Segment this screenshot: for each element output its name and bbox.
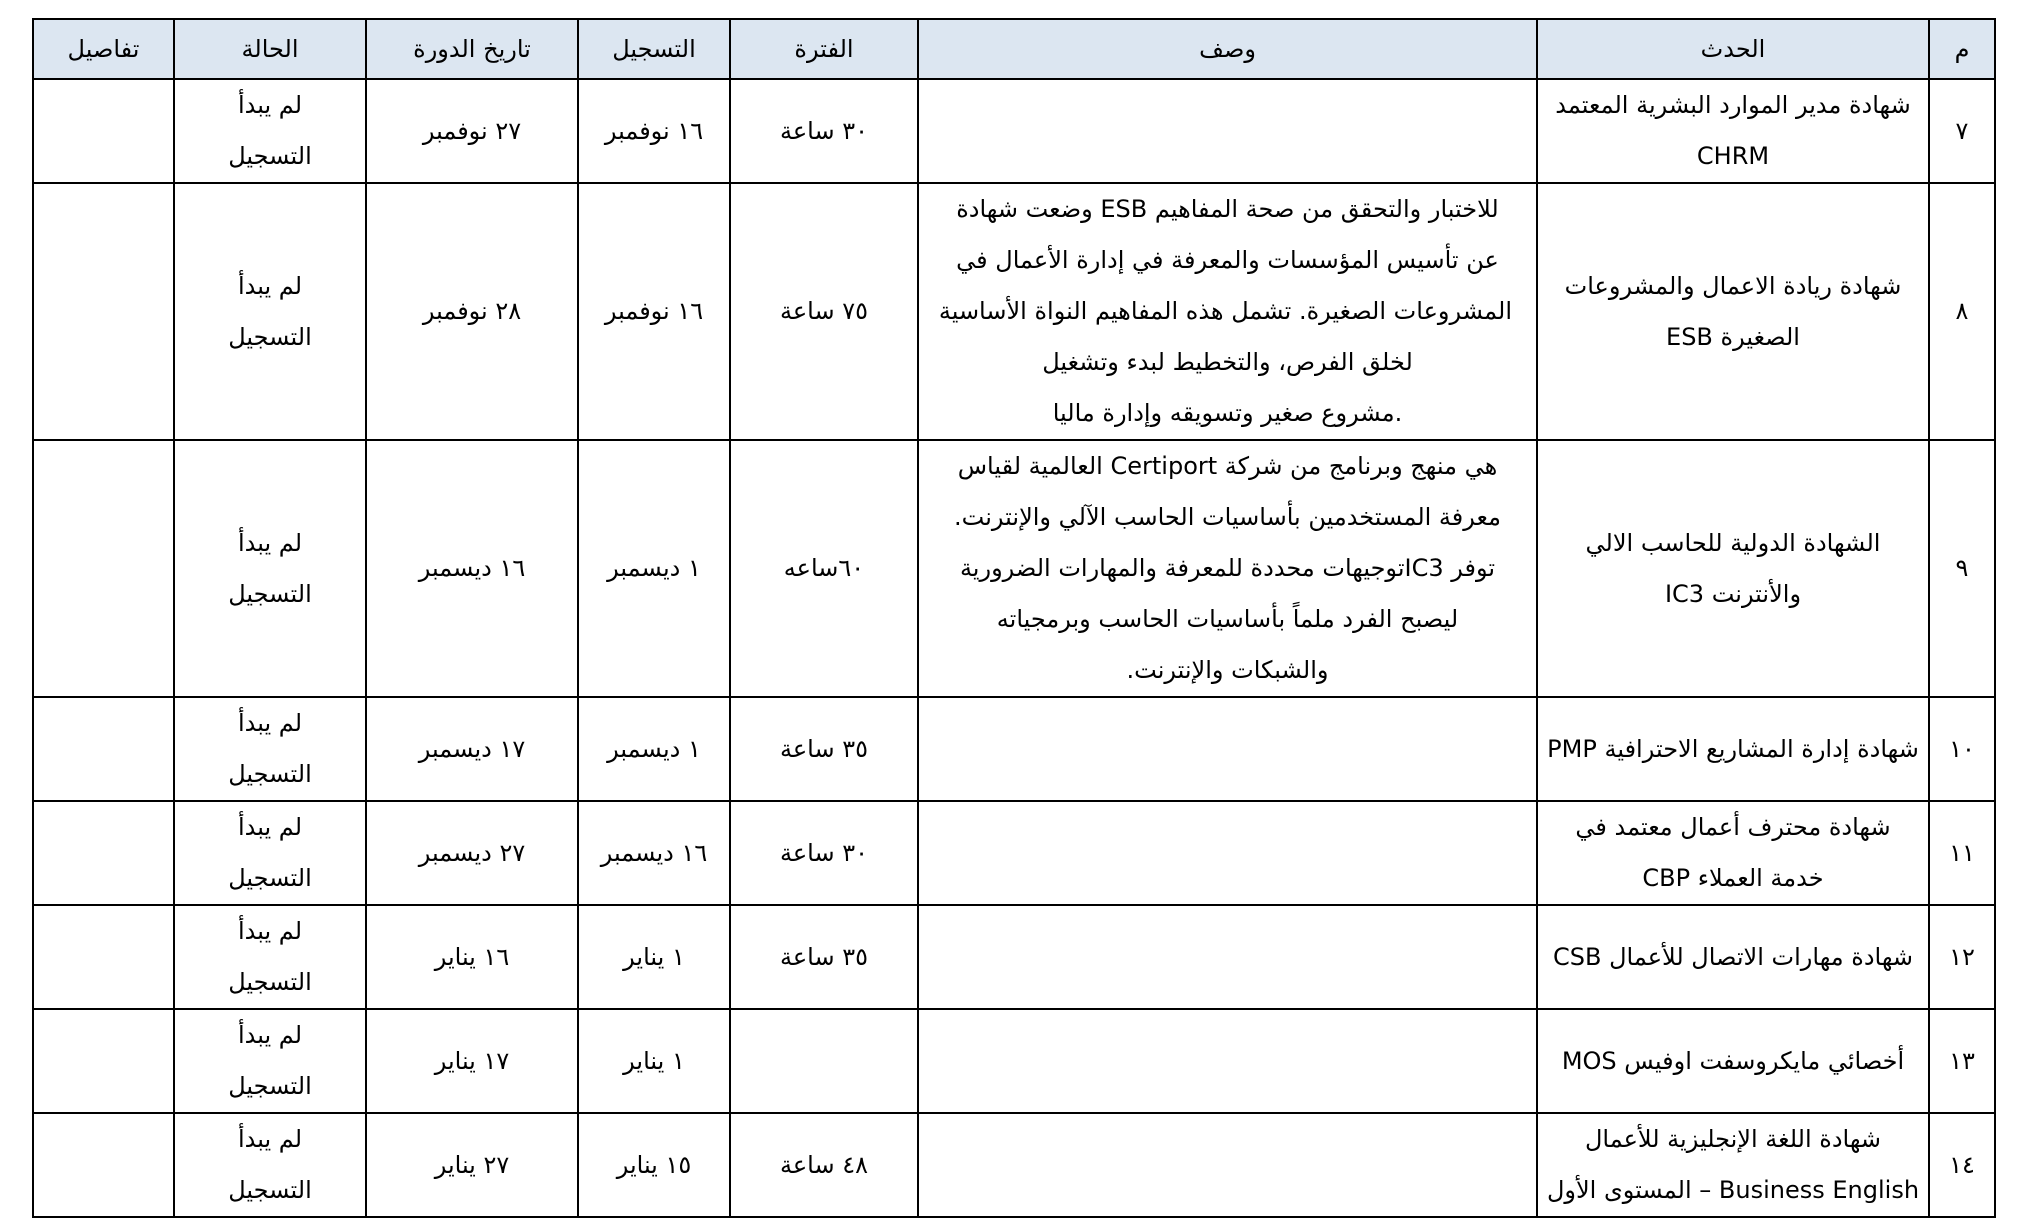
status-line: التسجيل <box>228 968 312 996</box>
description-cell <box>918 801 1537 905</box>
event-cell <box>1537 697 1929 801</box>
table-row <box>33 79 1995 183</box>
description-line: لخلق الفرص، والتخطيط لبدء وتشغيل <box>1042 348 1413 376</box>
registration-cell: ١٥ يناير <box>578 1113 730 1217</box>
status-line: التسجيل <box>228 1072 312 1100</box>
description-cell <box>918 1113 1537 1217</box>
event-line: Business English – المستوى الأول <box>1546 1176 1920 1204</box>
details-cell <box>33 1009 174 1113</box>
description-line: والشبكات والإنترنت. <box>1126 656 1329 684</box>
status-line: لم يبدأ <box>237 917 303 945</box>
event-line: أخصائي مايكروسفت اوفيس MOS <box>1561 1046 1905 1075</box>
period-cell: ٤٨ ساعة <box>730 1113 918 1217</box>
row-number: ١١ <box>1929 801 1995 905</box>
course-date-cell: ١٦ ديسمبر <box>366 440 578 697</box>
registration-cell: ١ يناير <box>578 905 730 1009</box>
period-cell: ٣٠ ساعة <box>730 79 918 183</box>
table-header-row <box>33 19 1995 79</box>
status-line: لم يبدأ <box>237 271 303 300</box>
table-row <box>33 1009 1995 1113</box>
status-line: التسجيل <box>228 1176 312 1204</box>
event-line: الشهادة الدولية للحاسب الالي <box>1585 528 1881 557</box>
description-line: عن تأسيس المؤسسات والمعرفة في إدارة الأعمال في <box>956 246 1499 274</box>
details-cell <box>33 801 174 905</box>
details-cell <box>33 79 174 183</box>
course-schedule-table <box>32 18 1996 1218</box>
course-date-cell: ١٧ ديسمبر <box>366 697 578 801</box>
status-cell <box>174 440 366 697</box>
status-cell <box>174 79 366 183</box>
status-cell <box>174 1009 366 1113</box>
description-line: .مشروع صغير وتسويقه وإدارة ماليا <box>1052 399 1403 427</box>
row-number: ٨ <box>1929 183 1995 440</box>
registration-cell: ١٦ نوفمبر <box>578 183 730 440</box>
course-date-cell: ١٦ يناير <box>366 905 578 1009</box>
status-line: لم يبدأ <box>237 813 303 841</box>
header-period: الفترة <box>730 19 918 79</box>
period-cell: ٦٠ساعه <box>730 440 918 697</box>
table-row <box>33 697 1995 801</box>
event-cell <box>1537 1009 1929 1113</box>
event-cell <box>1537 79 1929 183</box>
event-line: شهادة ريادة الاعمال والمشروعات <box>1564 271 1902 300</box>
course-date-cell: ٢٧ نوفمبر <box>366 79 578 183</box>
description-cell <box>918 183 1537 440</box>
status-line: التسجيل <box>228 579 312 608</box>
status-line: لم يبدأ <box>237 1125 303 1153</box>
period-cell: ٣٥ ساعة <box>730 905 918 1009</box>
event-line: شهادة إدارة المشاريع الاحترافية PMP <box>1547 734 1919 763</box>
event-cell <box>1537 440 1929 697</box>
status-line: التسجيل <box>228 760 312 788</box>
registration-cell: ١٦ نوفمبر <box>578 79 730 183</box>
table-row <box>33 440 1995 697</box>
row-number: ١٢ <box>1929 905 1995 1009</box>
registration-cell: ١ يناير <box>578 1009 730 1113</box>
details-cell <box>33 183 174 440</box>
description-cell <box>918 697 1537 801</box>
event-cell <box>1537 801 1929 905</box>
description-line: توفر IC3توجيهات محددة للمعرفة والمهارات الضرورية <box>959 554 1496 582</box>
status-cell <box>174 801 366 905</box>
period-cell <box>730 1009 918 1113</box>
event-line: والأنترنت IC3 <box>1664 579 1802 608</box>
description-cell <box>918 440 1537 697</box>
status-cell <box>174 697 366 801</box>
description-line: هي منهج وبرنامج من شركة Certiport العالمية لقياس <box>957 452 1498 480</box>
details-cell <box>33 440 174 697</box>
table-row <box>33 801 1995 905</box>
period-cell: ٣٥ ساعة <box>730 697 918 801</box>
status-cell <box>174 905 366 1009</box>
event-line: شهادة اللغة الإنجليزية للأعمال <box>1584 1125 1882 1153</box>
course-date-cell: ٢٧ ديسمبر <box>366 801 578 905</box>
header-course-date: تاريخ الدورة <box>366 19 578 79</box>
header-desc: وصف <box>918 19 1537 79</box>
header-event: الحدث <box>1537 19 1929 79</box>
status-line: لم يبدأ <box>237 1021 303 1049</box>
header-status: الحالة <box>174 19 366 79</box>
event-line: خدمة العملاء CBP <box>1642 864 1824 892</box>
table-row <box>33 183 1995 440</box>
event-line: شهادة مهارات الاتصال للأعمال CSB <box>1553 942 1913 971</box>
event-cell <box>1537 905 1929 1009</box>
period-cell: ٣٠ ساعة <box>730 801 918 905</box>
description-cell <box>918 1009 1537 1113</box>
status-line: التسجيل <box>228 142 312 170</box>
status-line: لم يبدأ <box>237 91 303 119</box>
header-num: م <box>1929 19 1995 79</box>
event-line: شهادة محترف أعمال معتمد في <box>1575 813 1891 841</box>
event-cell <box>1537 183 1929 440</box>
table-body <box>33 79 1995 1217</box>
status-cell <box>174 1113 366 1217</box>
description-line: معرفة المستخدمين بأساسيات الحاسب الآلي والإنترنت. <box>954 503 1501 531</box>
description-line: للاختبار والتحقق من صحة المفاهيم ESB وضعت شهادة <box>956 195 1499 223</box>
row-number: ٧ <box>1929 79 1995 183</box>
description-line: المشروعات الصغيرة. تشمل هذه المفاهيم النواة الأساسية <box>938 297 1512 325</box>
description-cell <box>918 79 1537 183</box>
table-row <box>33 905 1995 1009</box>
header-registration: التسجيل <box>578 19 730 79</box>
table-row <box>33 1113 1995 1217</box>
details-cell <box>33 905 174 1009</box>
status-line: التسجيل <box>228 864 312 892</box>
status-cell <box>174 183 366 440</box>
details-cell <box>33 1113 174 1217</box>
row-number: ١٤ <box>1929 1113 1995 1217</box>
status-line: لم يبدأ <box>237 709 303 737</box>
event-cell <box>1537 1113 1929 1217</box>
description-cell <box>918 905 1537 1009</box>
registration-cell: ١ ديسمبر <box>578 697 730 801</box>
event-line: الصغيرة ESB <box>1666 322 1800 351</box>
course-date-cell: ٢٨ نوفمبر <box>366 183 578 440</box>
status-line: التسجيل <box>228 322 312 351</box>
description-line: ليصبح الفرد ملماً بأساسيات الحاسب وبرمجياته <box>996 605 1459 633</box>
course-date-cell: ١٧ يناير <box>366 1009 578 1113</box>
period-cell: ٧٥ ساعة <box>730 183 918 440</box>
course-date-cell: ٢٧ يناير <box>366 1113 578 1217</box>
event-line: CHRM <box>1696 142 1770 170</box>
event-line: شهادة مدير الموارد البشرية المعتمد <box>1555 91 1911 119</box>
registration-cell: ١ ديسمبر <box>578 440 730 697</box>
row-number: ٩ <box>1929 440 1995 697</box>
status-line: لم يبدأ <box>237 528 303 557</box>
row-number: ١٣ <box>1929 1009 1995 1113</box>
details-cell <box>33 697 174 801</box>
header-details: تفاصيل <box>33 19 174 79</box>
row-number: ١٠ <box>1929 697 1995 801</box>
registration-cell: ١٦ ديسمبر <box>578 801 730 905</box>
